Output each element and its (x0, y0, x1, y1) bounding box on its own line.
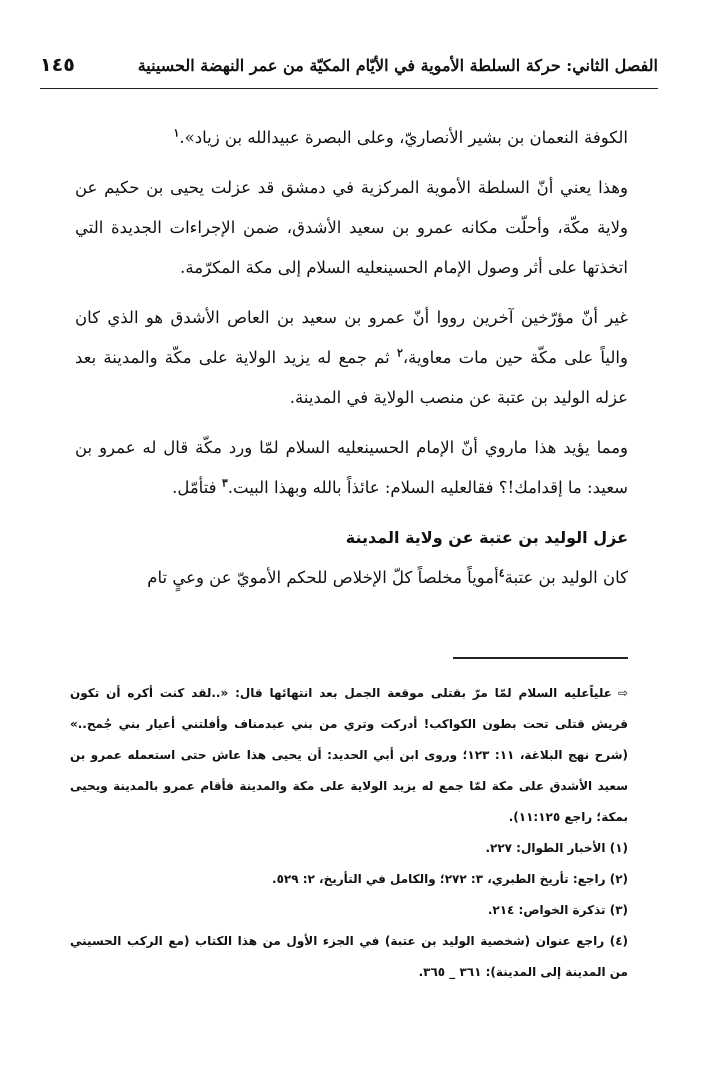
footnote-continuation (70, 678, 628, 833)
continuation-arrow-icon: ⇨ (617, 686, 628, 700)
paragraph-1-text: الكوفة النعمان بن بشير الأنصاريّ، وعلى البصرة عبيدالله بن زياد». (179, 128, 628, 147)
footnote-ref-4: ٤ (498, 566, 505, 580)
paragraph-4-text-b: فتأمّل. (172, 478, 217, 497)
footnote-ref-2: ٢ (396, 346, 403, 360)
page-number: ١٤٥ (40, 54, 75, 76)
chapter-title: الفصل الثاني: حركة السلطة الأموية في الأيّام المكيّة من عمر النهضة الحسينية (137, 56, 658, 75)
paragraph-5-text-a: كان الوليد بن عتبة (504, 568, 628, 587)
paragraph-4 (75, 428, 628, 508)
footnote-2: (٢) راجع: تأريخ الطبري، ٣: ٢٧٢؛ والكامل في التأريخ، ٢: ٥٢٩. (272, 872, 628, 886)
running-header (40, 48, 658, 89)
paragraph-4-text-a: ومما يؤيد هذا ماروي أنّ الإمام الحسينعليه السلام لمّا ورد مكّة قال له عمرو بن سعيد: ما إقدامك!؟ فقالعليه السلام: عائذاً بالله وبهذا البيت. (75, 438, 628, 497)
footnote-ref-3: ٣ (221, 476, 228, 490)
paragraph-5 (75, 558, 628, 598)
footnote-1: (١) الأخبار الطوال: ٢٢٧. (485, 841, 628, 855)
section-heading: عزل الوليد بن عتبة عن ولاية المدينة (345, 528, 628, 547)
paragraph-5-text-b: أموياً مخلصاً كلّ الإخلاص للحكم الأمويّ عن وعيٍ تام (147, 568, 499, 587)
footnote-ref-1: ١ (173, 126, 180, 140)
paragraph-3-text-b: ثم جمع له يزيد الولاية على مكّة والمدينة بعد عزله الوليد بن عتبة عن منصب الولاية في المدينة. (75, 348, 628, 407)
paragraph-3 (75, 298, 628, 418)
paragraph-1 (75, 118, 628, 158)
footnote-3: (٣) تذكرة الخواص: ٢١٤. (487, 903, 628, 917)
paragraph-2: وهذا يعني أنّ السلطة الأموية المركزية في دمشق قد عزلت يحيى بن حكيم عن ولاية مكّة، وأحلّت مكانه عمرو بن سعيد الأشدق، ضمن الإجراءات الجديدة التي اتخذتها على أثر وصول الإمام الحسينعليه السلام إلى مكة المكرّمة. (75, 178, 628, 277)
footnote-continuation-text: علياًعليه السلام لمّا مرّ بقتلى موقعة الجمل بعد انتهائها قال: «..لقد كنت أكره أن تكون قريش قتلى تحت بطون الكواكب! أدركت وتري من بني عبدمناف وأفلتني أعيار بني جُمح..» (شرح نهج البلاغة، ١١: ١٢٣؛ وروى ابن أبي الحديد: أن يحيى هذا عاش حتى استعمله عمرو بن سعيد الأشدق على مكة لمّا جمع له يزيد الولاية على مكة والمدينة فأقام عمرو بالمدينة ويحيى بمكة؛ راجع ١١:١٢٥). (70, 686, 629, 824)
paragraph-3-text-a: غير أنّ مؤرّخين آخرين رووا أنّ عمرو بن سعيد بن العاص الأشدق هو الذي كان والياً على مكّة حين مات معاوية، (75, 308, 628, 367)
main-text (75, 118, 628, 608)
footnote-separator (453, 657, 628, 659)
footnote-4: (٤) راجع عنوان (شخصية الوليد بن عتبة) في الجزء الأول من هذا الكتاب (مع الركب الحسيني من المدينة إلى المدينة): ٣٦١ _ ٣٦٥. (70, 934, 628, 979)
footnotes (70, 678, 628, 988)
